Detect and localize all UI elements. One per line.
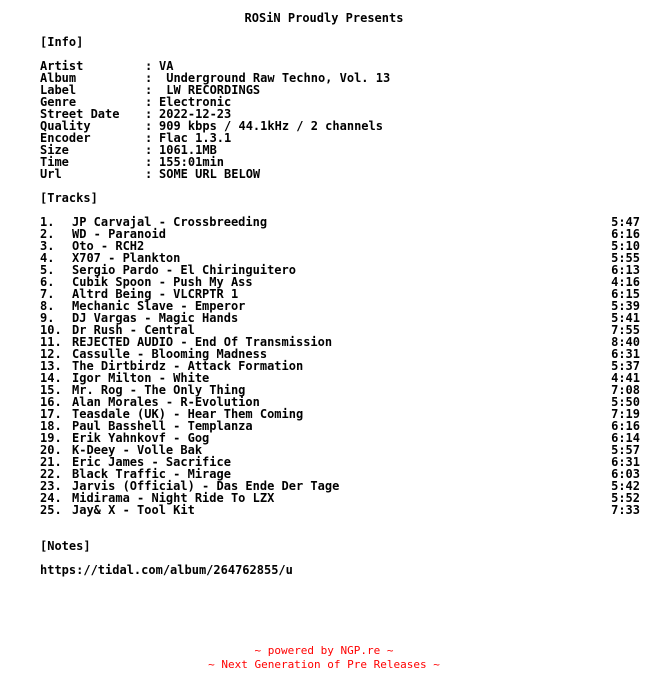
info-key: Time xyxy=(40,155,69,169)
track-duration: 5:52 xyxy=(611,491,640,505)
track-number: 2. xyxy=(40,227,55,241)
track-duration: 7:55 xyxy=(611,323,640,337)
track-duration: 6:15 xyxy=(611,287,640,301)
info-value: Electronic xyxy=(159,95,232,109)
track-duration: 6:13 xyxy=(611,263,640,277)
track-title: Teasdale (UK) - Hear Them Coming xyxy=(72,407,304,421)
info-value: 1061.1MB xyxy=(159,143,217,157)
track-title: Erik Yahnkovf - Gog xyxy=(72,431,210,445)
info-key: Size xyxy=(40,143,69,157)
info-separator: : xyxy=(145,119,153,133)
track-title: The Dirtbirdz - Attack Formation xyxy=(72,359,304,373)
info-separator: : xyxy=(145,167,153,181)
track-duration: 6:31 xyxy=(611,455,640,469)
info-separator: : xyxy=(145,59,153,73)
track-title: Mechanic Slave - Emperor xyxy=(72,299,246,313)
notes-url[interactable]: https://tidal.com/album/264762855/u xyxy=(40,563,293,577)
track-number: 8. xyxy=(40,299,55,313)
track-title: REJECTED AUDIO - End Of Transmission xyxy=(72,335,333,349)
track-number: 5. xyxy=(40,263,55,277)
track-number: 19. xyxy=(40,431,62,445)
info-value: LW RECORDINGS xyxy=(159,83,261,97)
track-number: 17. xyxy=(40,407,62,421)
track-title: X707 - Plankton xyxy=(72,251,181,265)
track-duration: 5:50 xyxy=(611,395,640,409)
track-duration: 7:33 xyxy=(611,503,640,517)
tracks-heading: [Tracks] xyxy=(40,191,98,205)
info-key: Quality xyxy=(40,119,91,133)
info-key: Genre xyxy=(40,95,77,109)
track-number: 20. xyxy=(40,443,62,457)
track-duration: 4:16 xyxy=(611,275,640,289)
track-duration: 6:16 xyxy=(611,227,640,241)
track-number: 15. xyxy=(40,383,62,397)
track-number: 21. xyxy=(40,455,62,469)
track-number: 11. xyxy=(40,335,62,349)
info-separator: : xyxy=(145,71,153,85)
info-key: Url xyxy=(40,167,62,181)
info-row xyxy=(40,168,390,180)
track-number: 16. xyxy=(40,395,62,409)
info-block xyxy=(40,60,390,180)
track-duration: 6:14 xyxy=(611,431,640,445)
track-title: Cubik Spoon - Push My Ass xyxy=(72,275,253,289)
track-title: Altrd Being - VLCRPTR 1 xyxy=(72,287,239,301)
track-number: 25. xyxy=(40,503,62,517)
track-duration: 5:57 xyxy=(611,443,640,457)
track-title: DJ Vargas - Magic Hands xyxy=(72,311,239,325)
track-title: JP Carvajal - Crossbreeding xyxy=(72,215,268,229)
info-heading: [Info] xyxy=(40,35,84,49)
info-value: 155:01min xyxy=(159,155,225,169)
track-title: Jay& X - Tool Kit xyxy=(72,503,195,517)
track-title: Sergio Pardo - El Chiringuitero xyxy=(72,263,296,277)
track-number: 4. xyxy=(40,251,55,265)
track-title: Jarvis (Official) - Das Ende Der Tage xyxy=(72,479,340,493)
track-duration: 5:47 xyxy=(611,215,640,229)
info-value: SOME URL BELOW xyxy=(159,167,261,181)
track-number: 1. xyxy=(40,215,55,229)
info-key: Label xyxy=(40,83,77,97)
track-duration: 7:08 xyxy=(611,383,640,397)
track-number: 12. xyxy=(40,347,62,361)
info-separator: : xyxy=(145,143,153,157)
track-title: Eric James - Sacrifice xyxy=(72,455,231,469)
track-duration: 6:16 xyxy=(611,419,640,433)
track-title: Midirama - Night Ride To LZX xyxy=(72,491,275,505)
track-duration: 7:19 xyxy=(611,407,640,421)
track-number: 23. xyxy=(40,479,62,493)
track-title: Oto - RCH2 xyxy=(72,239,145,253)
track-title: Igor Milton - White xyxy=(72,371,210,385)
track-number: 13. xyxy=(40,359,62,373)
track-title: Paul Basshell - Templanza xyxy=(72,419,253,433)
track-title: Dr Rush - Central xyxy=(72,323,195,337)
info-separator: : xyxy=(145,83,153,97)
info-value: Flac 1.3.1 xyxy=(159,131,232,145)
info-key: Artist xyxy=(40,59,84,73)
track-duration: 5:41 xyxy=(611,311,640,325)
track-duration: 5:55 xyxy=(611,251,640,265)
info-value: VA xyxy=(159,59,174,73)
track-duration: 5:37 xyxy=(611,359,640,373)
track-number: 24. xyxy=(40,491,62,505)
track-duration: 6:31 xyxy=(611,347,640,361)
track-number: 3. xyxy=(40,239,55,253)
info-separator: : xyxy=(145,95,153,109)
track-duration: 5:39 xyxy=(611,299,640,313)
track-number: 9. xyxy=(40,311,55,325)
track-duration: 6:03 xyxy=(611,467,640,481)
track-title: WD - Paranoid xyxy=(72,227,166,241)
track-number: 18. xyxy=(40,419,62,433)
track-duration: 5:10 xyxy=(611,239,640,253)
info-value: 909 kbps / 44.1kHz / 2 channels xyxy=(159,119,383,133)
track-title: K-Deey - Volle Bak xyxy=(72,443,203,457)
track-duration: 8:40 xyxy=(611,335,640,349)
footer-powered-by: ~ powered by NGP.re ~ xyxy=(254,644,394,657)
info-key: Street Date xyxy=(40,107,120,121)
notes-heading: [Notes] xyxy=(40,539,91,553)
info-separator: : xyxy=(145,155,153,169)
track-number: 10. xyxy=(40,323,62,337)
track-number: 6. xyxy=(40,275,55,289)
footer-tagline: ~ Next Generation of Pre Releases ~ xyxy=(208,658,440,671)
page-title: ROSiN Proudly Presents xyxy=(244,11,404,25)
track-duration: 5:42 xyxy=(611,479,640,493)
track-row xyxy=(40,504,640,516)
track-number: 14. xyxy=(40,371,62,385)
info-separator: : xyxy=(145,131,153,145)
track-title: Black Traffic - Mirage xyxy=(72,467,231,481)
track-title: Cassulle - Blooming Madness xyxy=(72,347,268,361)
track-number: 7. xyxy=(40,287,55,301)
track-list xyxy=(40,216,640,516)
info-value: 2022-12-23 xyxy=(159,107,232,121)
info-key: Encoder xyxy=(40,131,91,145)
info-value: Underground Raw Techno, Vol. 13 xyxy=(159,71,391,85)
track-title: Alan Morales - R-Evolution xyxy=(72,395,260,409)
track-duration: 4:41 xyxy=(611,371,640,385)
track-number: 22. xyxy=(40,467,62,481)
info-key: Album xyxy=(40,71,77,85)
info-separator: : xyxy=(145,107,153,121)
track-title: Mr. Rog - The Only Thing xyxy=(72,383,246,397)
